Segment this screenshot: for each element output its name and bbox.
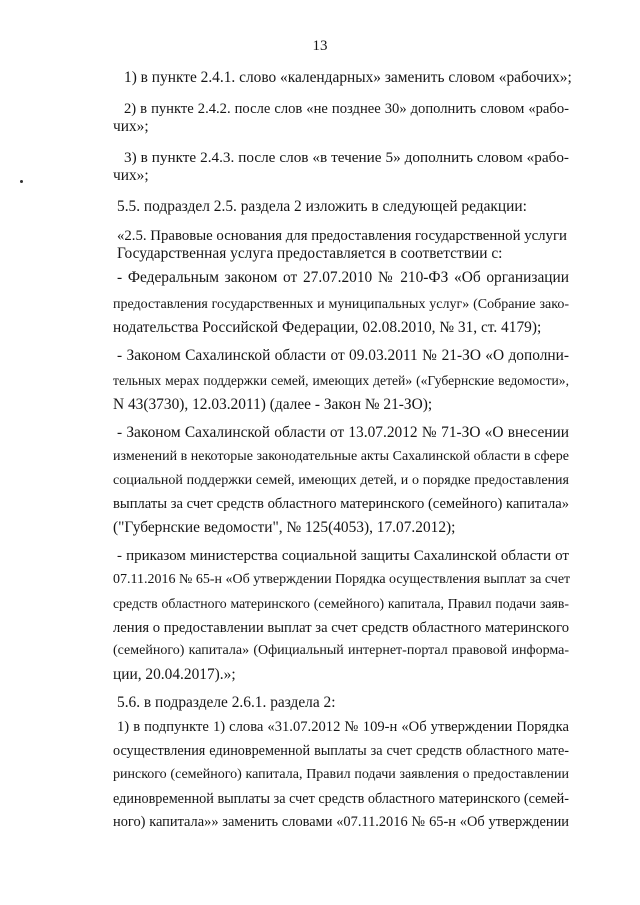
doc-line: изменений в некоторые законодательные акты Сахалинской области в сфере (113, 449, 569, 464)
doc-line: ного) капитала»» заменить словами «07.11.2016 № 65-н «Об утверждении (113, 814, 569, 830)
doc-line: 07.11.2016 № 65-н «Об утверждении Порядка осуществления выплат за счет (113, 572, 571, 587)
doc-line: единовременной выплаты за счет средств областного материнского (семей- (113, 791, 569, 807)
doc-line: «2.5. Правовые основания для предоставления государственной услуги (117, 228, 567, 244)
doc-line: чих»; (113, 118, 149, 135)
doc-line: нодательства Российской Федерации, 02.08.2010, № 31, ст. 4179); (113, 319, 542, 336)
doc-line: Государственная услуга предоставляется в соответствии с: (117, 245, 503, 262)
doc-line: ции, 20.04.2017).»; (113, 666, 236, 683)
doc-line: - Федеральным законом от 27.07.2010 № 210-ФЗ «Об организации (117, 269, 569, 286)
page-number: 13 (312, 38, 328, 54)
doc-line: - Законом Сахалинской области от 09.03.2011 № 21-ЗО «О дополни- (117, 347, 569, 364)
doc-line: предоставления государственных и муниципальных услуг» (Собрание зако- (113, 297, 569, 312)
doc-line: чих»; (113, 167, 149, 184)
doc-line: 3) в пункте 2.4.3. после слов «в течение 5» дополнить словом «рабо- (124, 149, 569, 166)
doc-line: средств областного материнского (семейного) капитала, Правил подачи заяв- (113, 596, 569, 611)
doc-line: 5.5. подраздел 2.5. раздела 2 изложить в следующей редакции: (117, 198, 527, 215)
doc-line: ринского (семейного) капитала, Правил подачи заявления о предоставлении (113, 767, 569, 782)
doc-line: 5.6. в подразделе 2.6.1. раздела 2: (117, 694, 336, 711)
doc-line: ("Губернские ведомости", № 125(4053), 17.07.2012); (113, 519, 456, 536)
doc-line: тельных мерах поддержки семей, имеющих детей» («Губернские ведомости», (113, 373, 569, 388)
doc-line: N 43(3730), 12.03.2011) (далее - Закон № 21-ЗО); (113, 396, 433, 413)
doc-line: выплаты за счет средств областного материнского (семейного) капитала» (113, 496, 569, 512)
doc-line: 1) в подпункте 1) слова «31.07.2012 № 109-н «Об утверждении Порядка (117, 719, 569, 735)
doc-line: - Законом Сахалинской области от 13.07.2012 № 71-ЗО «О внесении (117, 424, 569, 441)
doc-line: - приказом министерства социальной защиты Сахалинской области от (117, 548, 569, 564)
stray-dot (20, 180, 23, 183)
doc-line: 1) в пункте 2.4.1. слово «календарных» заменить словом «рабочих»; (124, 69, 572, 86)
doc-line: 2) в пункте 2.4.2. после слов «не позднее 30» дополнить словом «рабо- (124, 101, 569, 117)
doc-line: осуществления единовременной выплаты за счет средств областного мате- (113, 743, 569, 759)
doc-line: социальной поддержки семей, имеющих детей, и о порядке предоставления (113, 473, 569, 488)
doc-line: ления о предоставлении выплат за счет средств областного материнского (113, 620, 569, 636)
doc-line: (семейного) капитала» (Официальный интернет-портал правовой информа- (113, 643, 569, 658)
